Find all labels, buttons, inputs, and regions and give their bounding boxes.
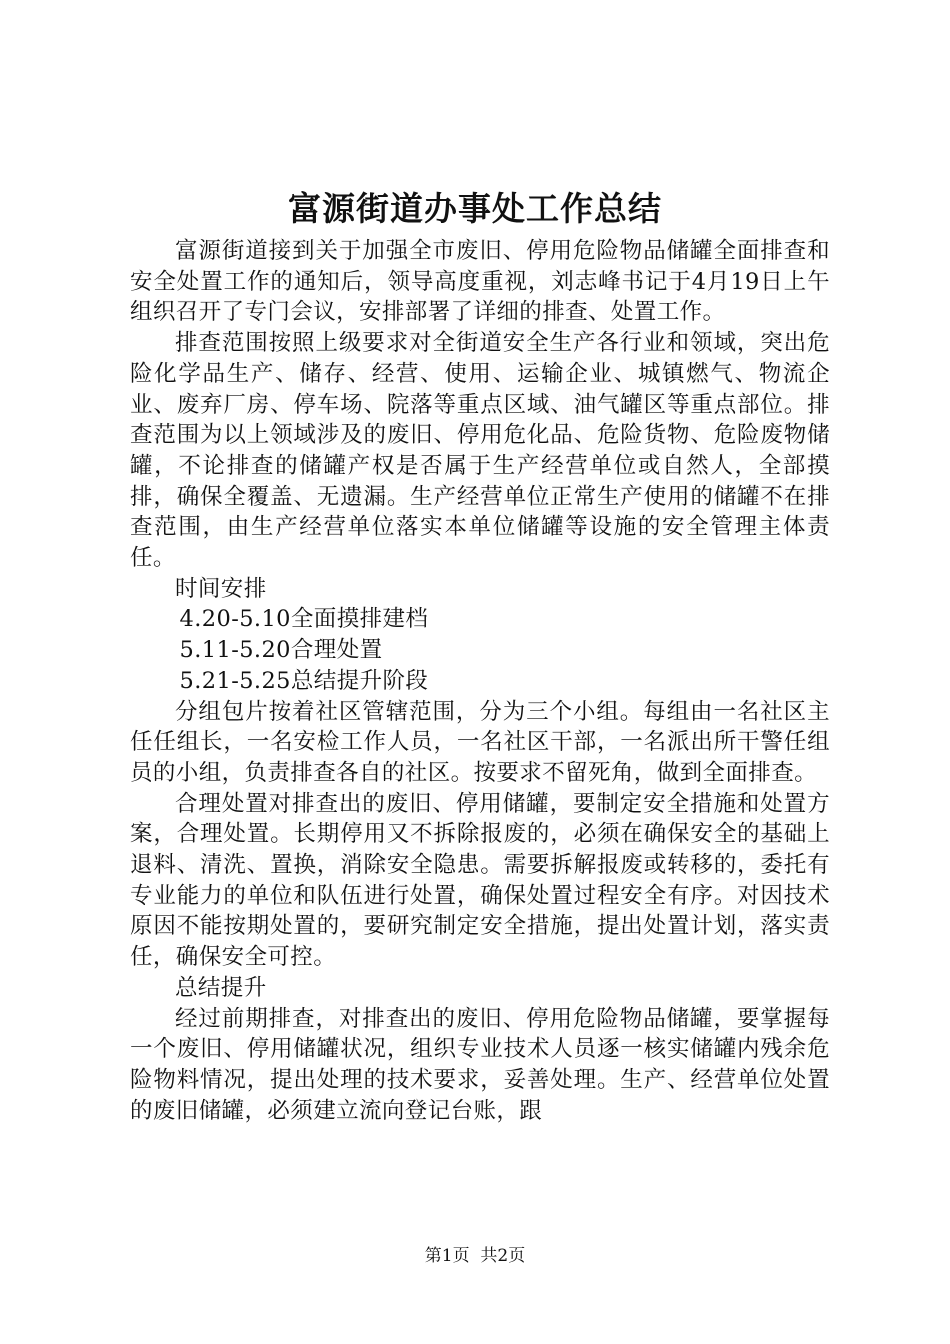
schedule-item: 4.20-5.10全面摸排建档 [179,606,429,633]
document-title: 富源街道办事处工作总结 [288,189,662,228]
paragraph-groups: 分组包片按着社区管辖范围，分为三个小组。每组由一名社区主任任组长，一名安检工作人员，一名社区干部，一名派出所干警任组员的小组，负责排查各自的社区。按要求不留死角，做到全面排查。 [130,698,830,786]
page-total: 共2页 [480,1246,526,1266]
heading-schedule: 时间安排 [175,575,267,602]
paragraph-scope: 排查范围按照上级要求对全街道安全生产各行业和领域，突出危险化学品生产、储存、经营、使用、运输企业、城镇燃气、物流企业、废弃厂房、停车场、院落等重点区域、油气罐区等重点部位。排查范围为以上领域涉及的废旧、停用危化品、危险货物、危险废物储罐，不论排查的储罐产权是否属于生产经营单位或自然人，全部摸排，确保全覆盖、无遗漏。生产经营单位正常生产使用的储罐不在排查范围，由生产经营单位落实本单位储罐等设施的安全管理主体责任。 [130,330,830,572]
page-number: 第1页 [424,1246,470,1266]
schedule-item: 5.11-5.20合理处置 [179,637,383,664]
paragraph-disposal: 合理处置对排查出的废旧、停用储罐，要制定安全措施和处置方案，合理处置。长期停用又不拆除报废的，必须在确保安全的基础上退料、清洗、置换，消除安全隐患。需要拆解报废或转移的，委托有专业能力的单位和队伍进行处置，确保处置过程安全有序。对因技术原因不能按期处置的，要研究制定安全措施，提出处置计划，落实责任，确保安全可控。 [130,790,830,971]
paragraph-summary: 经过前期排查，对排查出的废旧、停用危险物品储罐，要掌握每一个废旧、停用储罐状况，组织专业技术人员逐一核实储罐内残余危险物料情况，提出处理的技术要求，妥善处理。生产、经营单位处置的废旧储罐，必须建立流向登记台账，跟 [130,1005,830,1124]
page-footer [0,1244,950,1268]
heading-summary: 总结提升 [175,974,267,1001]
document-body [130,236,830,1126]
paragraph-intro: 富源街道接到关于加强全市废旧、停用危险物品储罐全面排查和安全处置工作的通知后，领导高度重视，刘志峰书记于4月19日上午组织召开了专门会议，安排部署了详细的排查、处置工作。 [130,238,830,326]
schedule-item: 5.21-5.25总结提升阶段 [179,667,429,694]
